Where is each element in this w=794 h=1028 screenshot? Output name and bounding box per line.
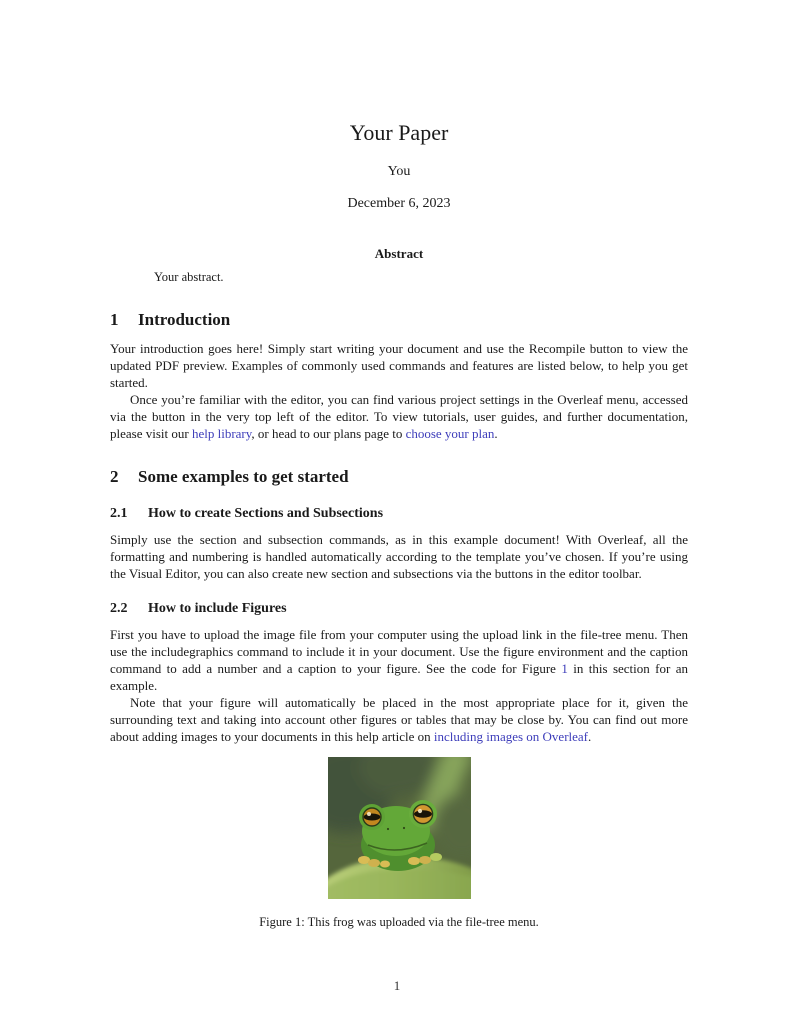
intro-p2-text-3: .	[494, 426, 498, 441]
abstract-block	[110, 246, 688, 285]
figures-p1-text-2: in this section for an example.	[110, 661, 689, 693]
figures-paragraph-1	[110, 626, 688, 694]
section-1-title: Introduction	[138, 310, 231, 329]
subsection-2-2-heading	[110, 600, 688, 617]
title-block	[110, 120, 688, 212]
frog	[358, 800, 442, 871]
subsection-2-2-number: 2.2	[110, 601, 128, 616]
figure-1	[110, 757, 688, 930]
figure-1-ref-link[interactable]: 1	[561, 661, 568, 676]
figures-p2-text-2: .	[588, 729, 592, 744]
abstract-heading: Abstract	[374, 246, 424, 261]
figures-p2-text-1: Note that your figure will automatically be placed in the most appropriate place for it, given the surrounding text and taking into account other figures or tables that may be close by. You can find out more about adding images to your documents in this help article on	[110, 695, 688, 744]
paper-date: December 6, 2023	[347, 196, 451, 211]
section-2-number: 2	[110, 467, 119, 486]
page-content	[110, 0, 688, 930]
intro-p2-text-1: Once you’re familiar with the editor, you can find various project settings in the Overleaf menu, accessed via the button in the very top left of the editor. To view tutorials, user guides, and further documentation, please visit our	[110, 392, 688, 441]
help-library-link[interactable]: help library	[191, 426, 252, 441]
frog-right-eye	[413, 804, 432, 823]
page-number: 1	[393, 978, 401, 993]
figure-1-frog-image	[328, 757, 471, 899]
choose-your-plan-link[interactable]: choose your plan	[405, 426, 495, 441]
figures-p1-text-1: First you have to upload the image file from your computer using the upload link in the file-tree menu. Then use the includegraphics command to include it in your document. Use the figure environment and the caption command to add a number and a caption to your figure. See the code for Figure	[110, 627, 688, 676]
figure-1-caption: Figure 1: This frog was uploaded via the file-tree menu.	[259, 915, 539, 929]
section-2-heading	[110, 467, 688, 487]
subsection-2-1-heading	[110, 505, 688, 522]
intro-p2-text-2: , or head to our plans page to	[251, 426, 406, 441]
abstract-text: Your abstract.	[154, 270, 224, 284]
including-images-link[interactable]: including images on Overleaf	[433, 729, 589, 744]
intro-paragraph-2	[110, 391, 688, 442]
frog-left-eye	[363, 808, 381, 826]
sections-paragraph-1: Simply use the section and subsection commands, as in this example document! With Overleaf, all the formatting and numbering is handled automatically according to the template you’ve chosen. If you’re using the Visual Editor, you can also create new section and subsections via the buttons in the editor toolbar.	[110, 532, 688, 581]
figures-paragraph-2	[110, 694, 688, 745]
subsection-2-1-title: How to create Sections and Subsections	[148, 506, 384, 521]
subsection-2-2-title: How to include Figures	[148, 601, 287, 616]
intro-paragraph-1: Your introduction goes here! Simply start writing your document and use the Recompile button to view the updated PDF preview. Examples of commonly used commands and features are listed below, to help you get started.	[110, 341, 688, 390]
section-1-number: 1	[110, 310, 119, 329]
section-1-heading	[110, 310, 688, 330]
section-2-title: Some examples to get started	[138, 467, 349, 486]
paper-title: Your Paper	[349, 120, 449, 145]
paper-author: You	[387, 164, 411, 179]
subsection-2-1-number: 2.1	[110, 506, 128, 521]
